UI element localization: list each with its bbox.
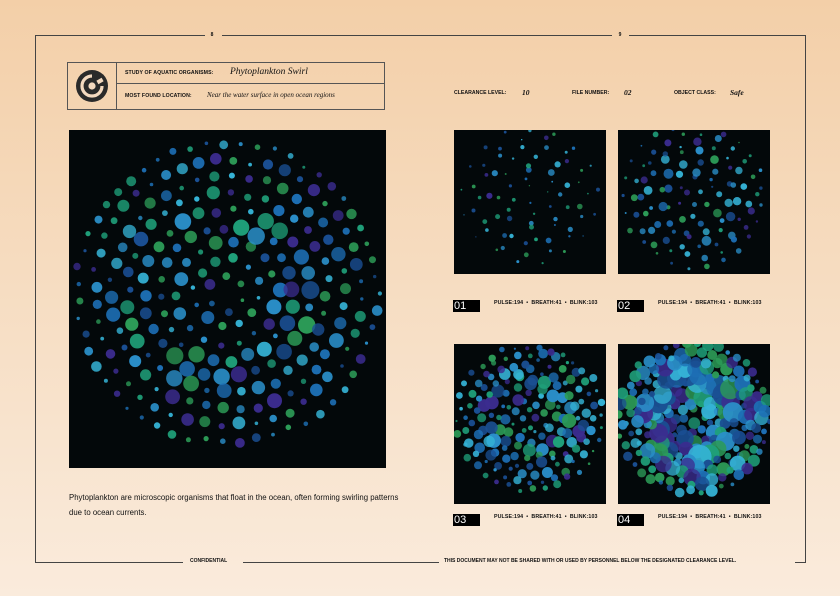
- frame-bottom-mid: [243, 562, 439, 563]
- page-number-left: 8: [210, 32, 214, 38]
- frame-top-right: [629, 35, 805, 36]
- header-row-divider: [116, 83, 384, 84]
- specimen-image-02: [618, 130, 770, 274]
- frame-top-left: [35, 35, 205, 36]
- frame-left: [35, 35, 36, 563]
- panel-stats-04: PULSE:194 • BREATH:41 • BLINK:103: [658, 514, 762, 520]
- study-label: STUDY OF AQUATIC ORGANISMS:: [125, 70, 214, 76]
- panel-stats-01: PULSE:194 • BREATH:41 • BLINK:103: [494, 300, 598, 306]
- location-value: Near the water surface in open ocean regions: [207, 91, 335, 99]
- file-number-value: 02: [624, 88, 632, 97]
- specimen-description: Phytoplankton are microscopic organisms that float in the ocean, often forming swirling patterns due to ocean currents.: [69, 493, 399, 517]
- panel-number-01: 01: [453, 300, 480, 312]
- frame-bottom-right: [795, 562, 805, 563]
- swirl-logo-icon: [68, 63, 116, 109]
- main-specimen-image: [69, 130, 386, 468]
- frame-right: [805, 35, 806, 563]
- frame-top-mid: [222, 35, 612, 36]
- specimen-image-03: [454, 344, 606, 504]
- logo-cell: [68, 63, 117, 109]
- panel-stats-03: PULSE:194 • BREATH:41 • BLINK:103: [494, 514, 598, 520]
- specimen-image-01: [454, 130, 606, 274]
- clearance-label: CLEARANCE LEVEL:: [454, 90, 507, 96]
- clearance-value: 10: [522, 88, 530, 97]
- frame-bottom-left: [35, 562, 183, 563]
- object-class-label: OBJECT CLASS:: [674, 90, 716, 96]
- study-value: Phytoplankton Swirl: [230, 67, 308, 77]
- footer-confidential: CONFIDENTIAL: [190, 558, 228, 564]
- page-number-right: 9: [618, 32, 622, 38]
- object-class-value: Safe: [730, 88, 744, 97]
- panel-number-04: 04: [617, 514, 644, 526]
- footer-disclaimer: THIS DOCUMENT MAY NOT BE SHARED WITH OR USED BY PERSONNEL BELOW THE DESIGNATED CLEARANCE LEVEL.: [444, 558, 737, 564]
- panel-number-02: 02: [617, 300, 644, 312]
- panel-number-03: 03: [453, 514, 480, 526]
- subject-header: [67, 62, 385, 110]
- file-number-label: FILE NUMBER:: [572, 90, 610, 96]
- panel-stats-02: PULSE:194 • BREATH:41 • BLINK:103: [658, 300, 762, 306]
- location-label: MOST FOUND LOCATION:: [125, 93, 192, 99]
- specimen-image-04: [618, 344, 770, 504]
